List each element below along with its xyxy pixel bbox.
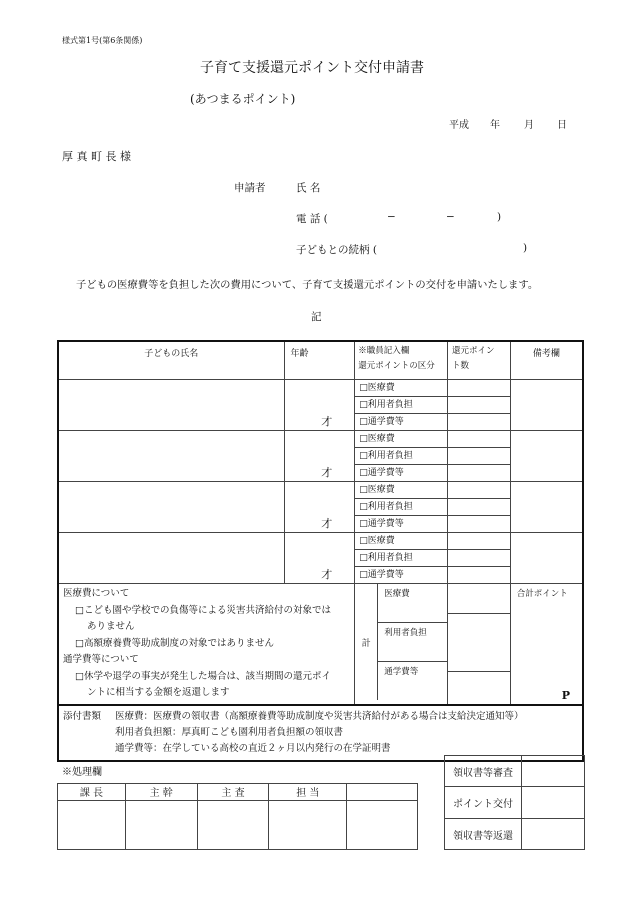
proc-seal-staff[interactable]	[269, 801, 347, 850]
col-child-name: 子どもの氏名	[58, 341, 284, 380]
proc-head-supervisor: 主 査	[197, 784, 269, 801]
age-suffix: 才	[321, 466, 333, 479]
phone-label: 電 話 (	[296, 213, 328, 225]
total-block	[355, 584, 448, 705]
total-points-commute[interactable]	[448, 671, 510, 700]
proc-head-chief: 課 長	[58, 784, 126, 801]
col-staff	[355, 341, 448, 380]
application-table	[57, 340, 584, 762]
addressee: 厚 真 町 長 様	[62, 150, 131, 163]
check-point-issue: ポイント交付	[445, 787, 522, 819]
check-receipt-return: 領収書等返還	[445, 819, 522, 850]
category-commute[interactable]: □通学費等	[355, 465, 448, 482]
points-cell[interactable]	[447, 499, 510, 516]
attach-line-commute: 通学費等：在学している高校の直近２ヶ月以内発行の在学証明書	[115, 742, 391, 754]
note-check-refund[interactable]: □休学や退学の事実が発生した場合は、該当期間の還元ポイ	[75, 670, 331, 682]
grand-total-cell[interactable]	[510, 584, 583, 705]
relation-label: 子どもとの続柄 (	[296, 244, 377, 256]
check-receipt-review-box[interactable]	[522, 756, 585, 787]
grand-total-label: 合計ポイント	[516, 589, 568, 599]
child-name-cell[interactable]	[58, 380, 284, 431]
points-cell[interactable]	[447, 516, 510, 533]
date-day: 日	[557, 120, 567, 131]
points-cell[interactable]	[447, 414, 510, 431]
total-points-medical[interactable]	[448, 584, 510, 613]
col-age: 年齢	[284, 341, 355, 380]
child-name-cell[interactable]	[58, 482, 284, 533]
points-cell[interactable]	[447, 397, 510, 414]
total-user-charge: 利用者負担	[378, 622, 447, 661]
child-name-cell[interactable]	[58, 431, 284, 482]
category-medical[interactable]: □医療費	[355, 482, 448, 499]
category-user-charge[interactable]: □利用者負担	[355, 550, 448, 567]
proc-seal-manager[interactable]	[125, 801, 197, 850]
form-subtitle: (あつまるポイント)	[190, 92, 296, 106]
age-cell[interactable]	[284, 482, 355, 533]
proc-head-manager: 主 幹	[125, 784, 197, 801]
category-commute[interactable]: □通学費等	[355, 414, 448, 431]
check-table	[444, 755, 585, 850]
points-cell[interactable]	[447, 465, 510, 482]
age-cell[interactable]	[284, 533, 355, 584]
col-staff-line2: 還元ポイントの区分	[358, 361, 435, 371]
phone-sep-1: −	[387, 211, 396, 223]
attach-line-user-charge: 利用者負担額：厚真町こども園利用者負担額の領収書	[115, 726, 344, 738]
points-cell[interactable]	[447, 533, 510, 550]
note-medical-heading: 医療費について	[63, 588, 130, 599]
ki-mark: 記	[311, 311, 322, 323]
category-user-charge[interactable]: □利用者負担	[355, 397, 448, 414]
points-cell[interactable]	[447, 550, 510, 567]
age-suffix: 才	[321, 517, 333, 530]
remarks-cell[interactable]	[510, 380, 583, 431]
proc-seal-blank[interactable]	[347, 801, 418, 850]
remarks-cell[interactable]	[510, 482, 583, 533]
total-points-block[interactable]	[447, 584, 510, 705]
total-label: 計	[355, 584, 378, 700]
note-commute-heading: 通学費等について	[63, 654, 139, 665]
check-receipt-review: 領収書等審査	[445, 756, 522, 787]
statement: 子どもの医療費等を負担した次の費用について、子育て支援還元ポイントの交付を申請いたします。	[76, 279, 539, 291]
attachments-cell	[58, 705, 583, 761]
date-year: 年	[490, 120, 500, 131]
phone-close: )	[497, 211, 502, 223]
processing-table	[57, 783, 418, 850]
remarks-cell[interactable]	[510, 431, 583, 482]
age-suffix: 才	[321, 568, 333, 581]
processing-label: ※処理欄	[62, 767, 102, 778]
age-suffix: 才	[321, 415, 333, 428]
proc-seal-supervisor[interactable]	[197, 801, 269, 850]
attach-label: 添付書類	[63, 710, 102, 722]
note-check-disaster[interactable]: □こども園や学校での負傷等による災害共済給付の対象では	[75, 604, 331, 616]
note-check-disaster-cont: ありません	[87, 621, 135, 632]
total-medical: 医療費	[378, 584, 447, 622]
points-cell[interactable]	[447, 482, 510, 499]
category-medical[interactable]: □医療費	[355, 431, 448, 448]
proc-head-staff: 担 当	[269, 784, 347, 801]
points-cell[interactable]	[447, 448, 510, 465]
category-user-charge[interactable]: □利用者負担	[355, 499, 448, 516]
notes-cell	[58, 584, 355, 705]
proc-head-blank	[347, 784, 418, 801]
date-era: 平成	[449, 120, 469, 131]
category-commute[interactable]: □通学費等	[355, 567, 448, 584]
points-unit: P	[561, 688, 570, 702]
total-points-user-charge[interactable]	[448, 613, 510, 671]
col-remarks: 備考欄	[510, 341, 583, 380]
points-cell[interactable]	[447, 380, 510, 397]
total-commute: 通学費等	[384, 667, 419, 678]
age-cell[interactable]	[284, 380, 355, 431]
child-name-cell[interactable]	[58, 533, 284, 584]
col-points	[447, 341, 510, 380]
relation-close: )	[523, 242, 528, 254]
points-cell[interactable]	[447, 567, 510, 584]
proc-seal-chief[interactable]	[58, 801, 126, 850]
remarks-cell[interactable]	[510, 533, 583, 584]
phone-sep-2: −	[446, 211, 455, 223]
age-cell[interactable]	[284, 431, 355, 482]
col-points-line2: ト数	[451, 361, 469, 371]
check-receipt-return-box[interactable]	[522, 819, 585, 850]
form-title: 子育て支援還元ポイント交付申請書	[200, 60, 424, 76]
attach-line-medical: 医療費：医療費の領収書（高額療養費等助成制度や災害共済給付がある場合は支給決定通知等）	[115, 710, 524, 722]
category-medical[interactable]: □医療費	[355, 380, 448, 397]
form-number: 様式第1号(第6条関係)	[62, 36, 143, 45]
points-cell[interactable]	[447, 431, 510, 448]
name-label: 氏 名	[296, 182, 321, 194]
date-month: 月	[524, 120, 534, 131]
category-medical[interactable]: □医療費	[355, 533, 448, 550]
category-commute[interactable]: □通学費等	[355, 516, 448, 533]
check-point-issue-box[interactable]	[522, 787, 585, 819]
note-check-highcost[interactable]: □高額療養費等助成制度の対象ではありません	[75, 637, 274, 649]
category-user-charge[interactable]: □利用者負担	[355, 448, 448, 465]
applicant-label: 申請者	[234, 182, 266, 194]
col-points-line1: 還元ポイン	[451, 346, 495, 356]
col-staff-line1: ※職員記入欄	[358, 346, 410, 356]
note-check-refund-cont: ントに相当する金額を返還します	[87, 687, 230, 698]
